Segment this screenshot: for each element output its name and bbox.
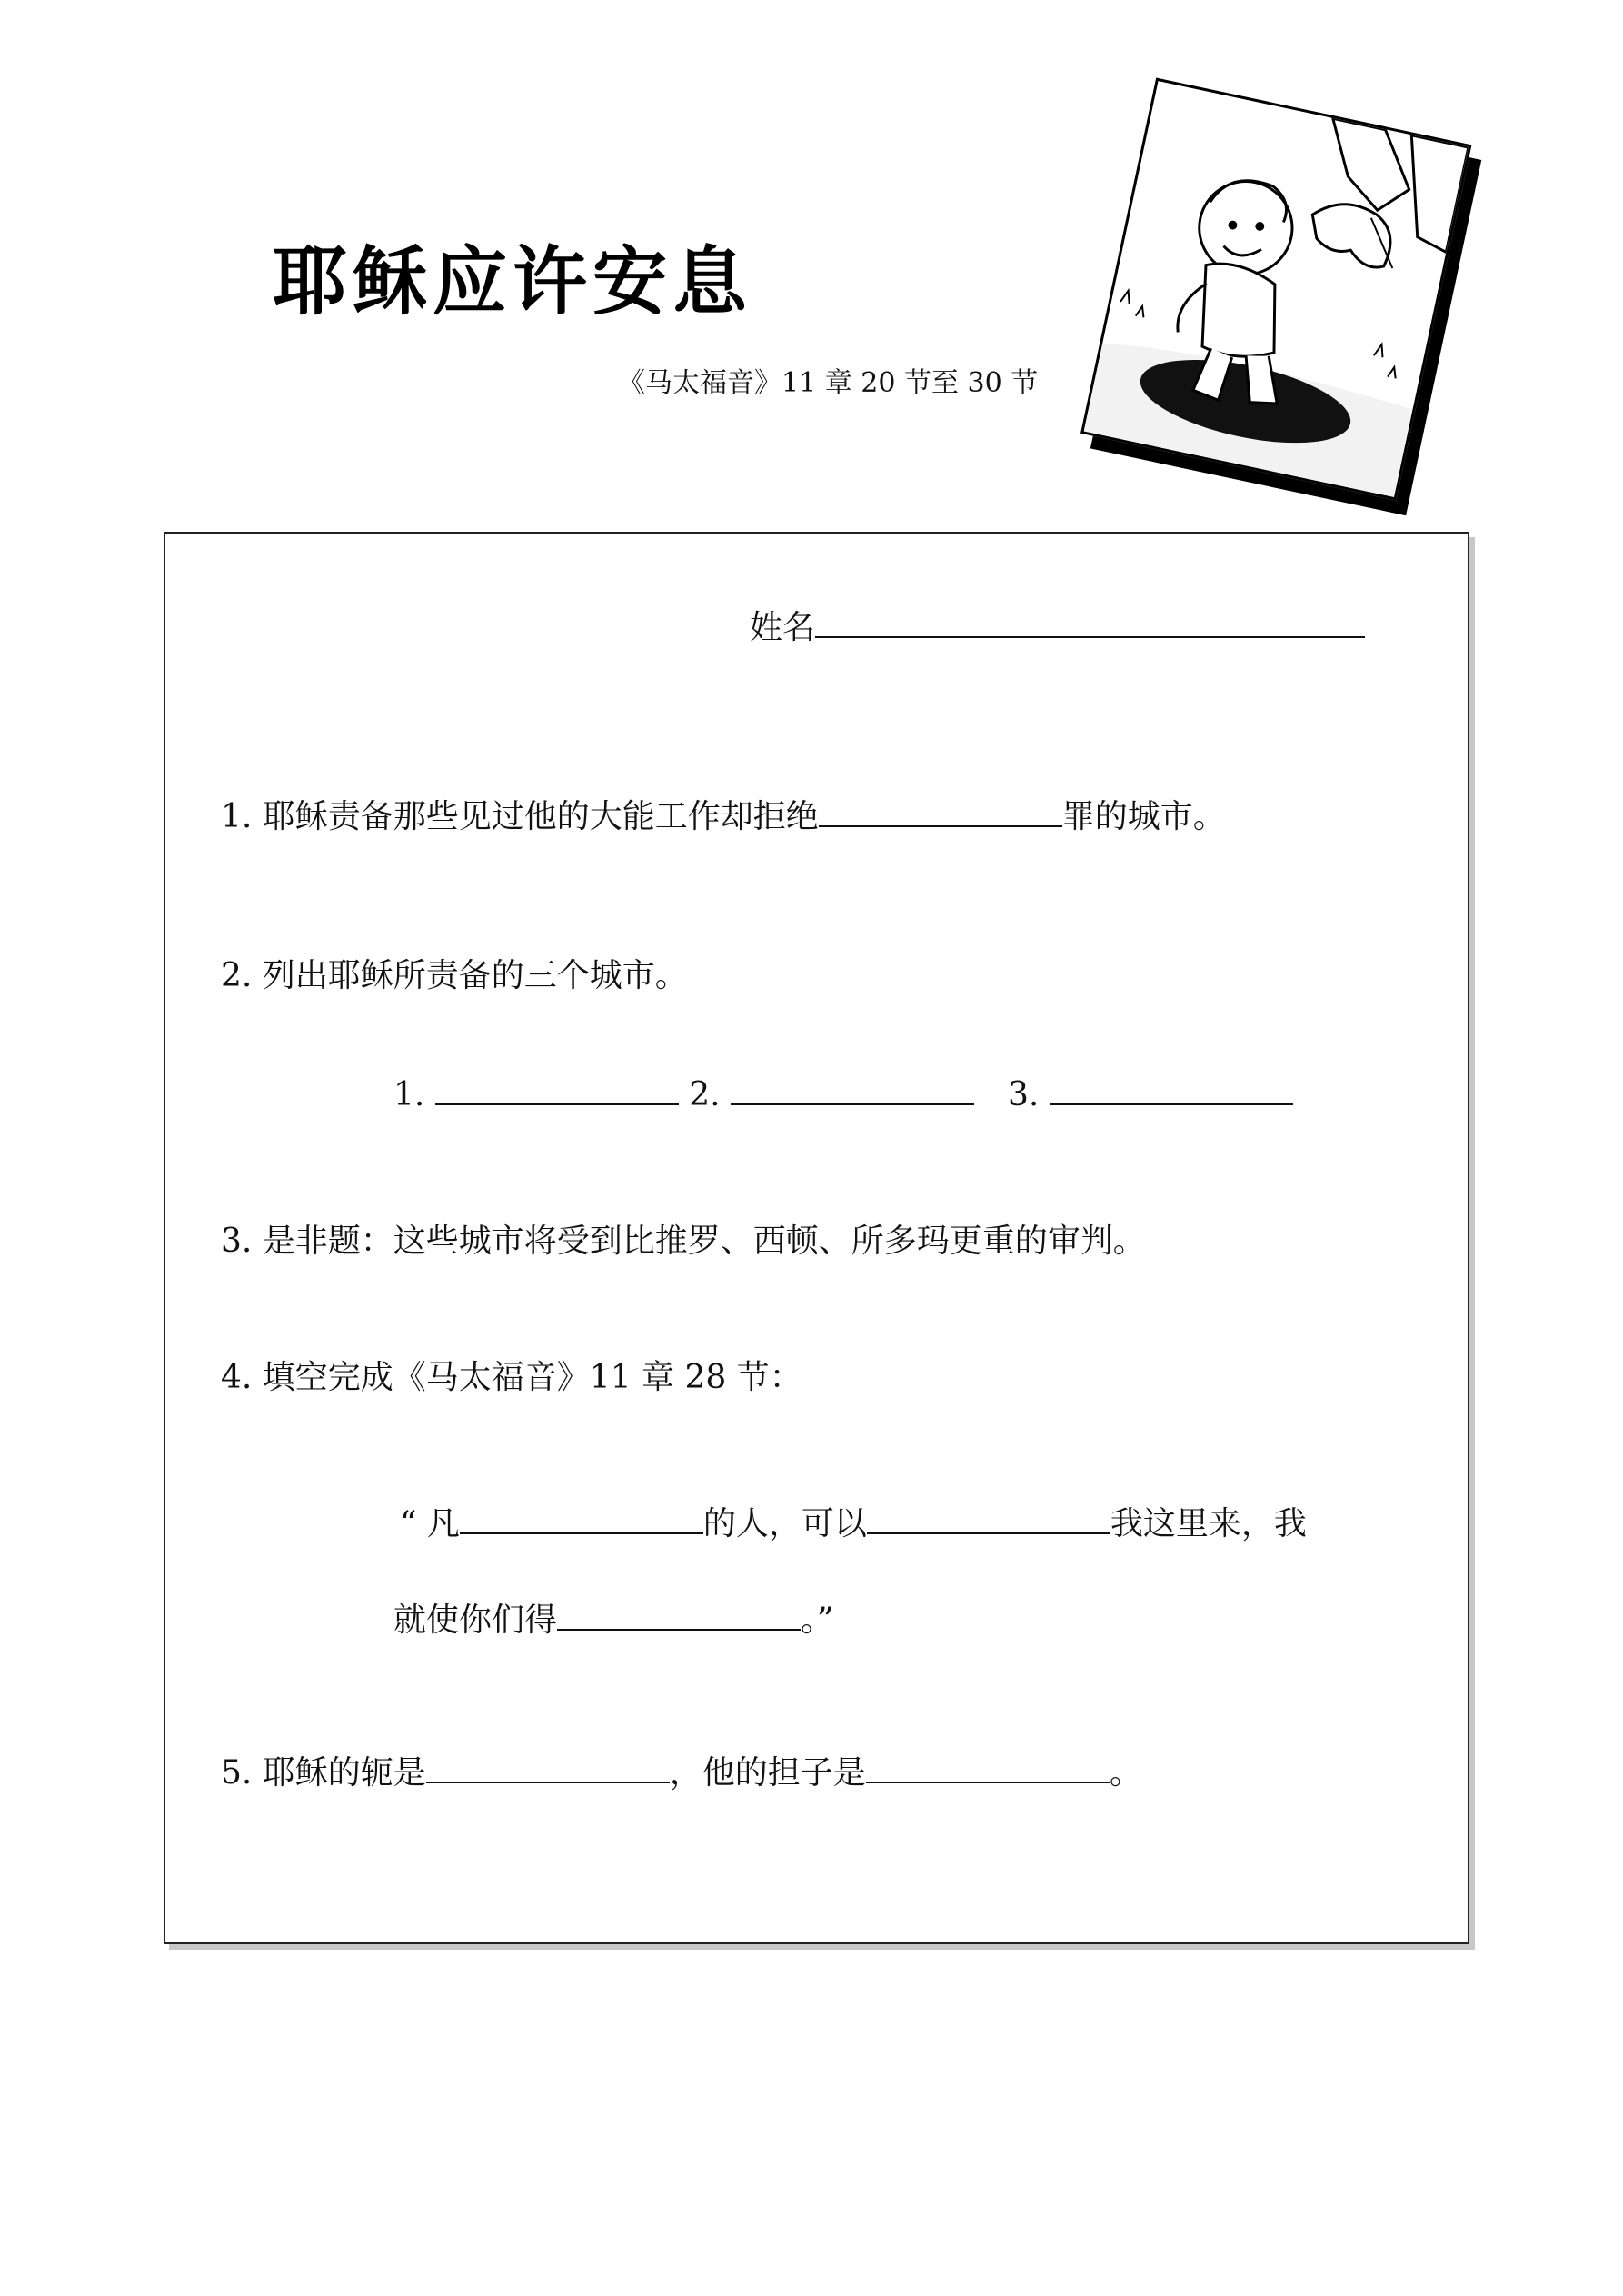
question-1-blank[interactable] [819, 794, 1062, 827]
question-5-text-end: 。 [1109, 1754, 1142, 1792]
page-title: 耶稣应许安息 [273, 239, 753, 325]
question-1 [221, 794, 1226, 839]
question-5-text: 5. 耶稣的轭是 [221, 1754, 426, 1792]
city-3-blank[interactable] [1050, 1073, 1293, 1105]
verse-part-1: “ 凡 [400, 1505, 460, 1542]
city-2-blank[interactable] [731, 1073, 974, 1105]
name-blank[interactable] [815, 605, 1365, 638]
city-1-blank[interactable] [435, 1073, 679, 1105]
verse-part-2: 的人，可以 [702, 1505, 867, 1542]
question-1-text-end: 罪的城市。 [1061, 798, 1226, 835]
city-1-label: 1. [393, 1076, 425, 1113]
illustration [1078, 78, 1489, 518]
question-3: 3. 是非题：这些城市将受到比推罗、西顿、所多玛更重的审判。 [221, 1223, 1146, 1260]
verse-part-3: 我这里来，我 [1110, 1505, 1307, 1542]
question-4: 4. 填空完成《马太福音》11 章 28 节： [221, 1359, 802, 1396]
question-5-text-mid: ，他的担子是 [669, 1754, 866, 1792]
verse-part-5: 。” [801, 1602, 834, 1639]
city-3-label: 3. [1007, 1076, 1040, 1113]
question-4-line-1 [400, 1502, 1307, 1546]
verse-blank-3[interactable] [557, 1598, 801, 1631]
yoke-blank[interactable] [426, 1751, 670, 1783]
name-label: 姓名 [750, 609, 816, 646]
question-2: 2. 列出耶稣所责备的三个城市。 [221, 957, 688, 994]
burden-blank[interactable] [866, 1751, 1110, 1783]
verse-blank-2[interactable] [867, 1502, 1110, 1534]
question-4-line-2 [393, 1598, 833, 1642]
city-2-label: 2. [689, 1076, 721, 1113]
question-1-text: 1. 耶稣责备那些见过他的大能工作却拒绝 [221, 798, 819, 835]
question-5 [221, 1751, 1142, 1795]
verse-blank-1[interactable] [460, 1502, 703, 1534]
question-2-answers [393, 1073, 1293, 1117]
name-row [750, 605, 1365, 650]
verse-part-4: 就使你们得 [393, 1602, 558, 1639]
scripture-reference: 《马太福音》11 章 20 节至 30 节 [618, 367, 1039, 399]
